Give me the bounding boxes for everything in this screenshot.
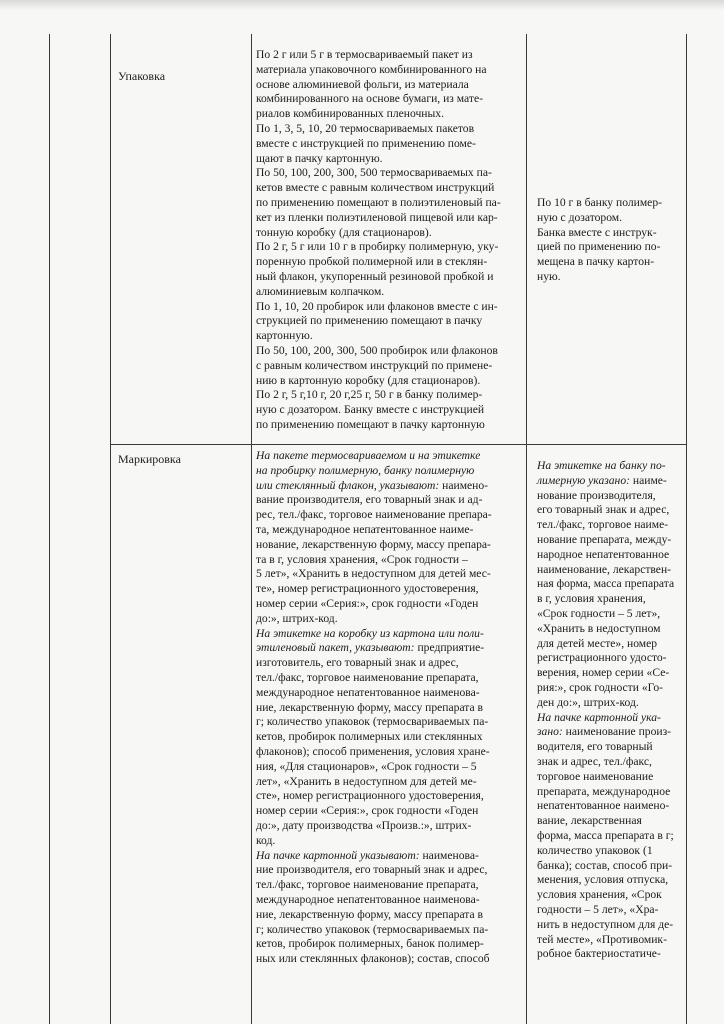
text-line: [537, 785, 683, 800]
body-text: код.: [256, 833, 276, 847]
packaging-description: [256, 48, 524, 433]
body-text: годности – 5 лет», «Хра-: [537, 902, 659, 916]
text-line: [256, 686, 524, 701]
text-line: по применению помещают в полиэтиленовый па-: [256, 195, 501, 209]
text-line: поренную пробкой полимерной или в стеклян-: [256, 255, 488, 269]
body-text: нить в недоступном для де-: [537, 917, 674, 931]
body-text: ния, «Для стационаров», «Срок годности – 5: [256, 759, 477, 773]
italic-heading-text: На пакете термосвариваемом и на этикетке: [256, 449, 481, 462]
body-text: ние производителя, его товарный знак и адрес,: [256, 863, 488, 877]
body-text: сте», номер регистрационного удостоверения,: [256, 789, 484, 803]
text-line: струкцией по применению помещают в пачку: [256, 314, 483, 328]
text-line: [256, 671, 524, 686]
italic-heading-text: На этикетке на коробку из картона или поли-: [256, 626, 484, 640]
text-line: [537, 489, 683, 504]
text-line: [537, 607, 683, 622]
italic-heading-text: на пробирку полимерную, банку полимерную: [256, 463, 475, 477]
text-line: вместе с инструкцией по применению поме-: [256, 136, 476, 150]
text-line: По 50, 100, 200, 300, 500 пробирок или флаконов: [256, 343, 498, 357]
text-line: [256, 730, 524, 745]
text-line: тонную коробку (для стационаров).: [256, 225, 432, 239]
body-text: наимено-: [439, 478, 489, 492]
text-line: По 2 г, 5 г,10 г, 20 г,25 г, 50 г в банку полимер-: [256, 388, 483, 402]
text-line: по применению помещают в пачку картонную: [256, 417, 485, 431]
text-line: [256, 760, 524, 775]
text-line: картонную.: [256, 329, 313, 343]
text-line: кетов вместе с равным количеством инструкций: [256, 181, 495, 195]
text-line: [256, 863, 524, 878]
text-line: [537, 696, 683, 711]
body-text: менения, условия отпуска,: [537, 873, 669, 887]
text-line: [537, 563, 683, 578]
text-line: [256, 893, 524, 908]
text-line: алюминиевым колпачком.: [256, 284, 385, 298]
italic-heading-text: лимерную указано:: [537, 473, 630, 487]
body-text: «Срок годности – 5 лет»,: [537, 606, 661, 620]
body-text: наименова-: [419, 848, 479, 862]
body-text: для детей месте», номер: [537, 636, 658, 650]
body-text: форма, масса препарата в г;: [537, 828, 674, 842]
text-line: [537, 844, 683, 859]
labeling-description: [256, 449, 524, 967]
text-line: [256, 523, 524, 538]
text-line: [537, 503, 683, 518]
body-text: тел./факс, торговое наименование препарата,: [256, 878, 479, 892]
text-line: [256, 479, 524, 494]
text-line: [256, 937, 524, 952]
text-line: [537, 903, 683, 918]
text-line: [537, 622, 683, 637]
row-label-markirovka: Маркировка: [118, 452, 181, 466]
italic-heading-text: или стеклянный флакон, указывают:: [256, 478, 440, 492]
body-text: нование препарата, между-: [537, 532, 672, 546]
table-border-right: [686, 34, 687, 1024]
body-text: номер серии «Серия:», срок годности «Годен: [256, 804, 479, 818]
text-line: [537, 770, 683, 785]
text-line: цией по применению по-: [537, 240, 661, 254]
text-line: [256, 567, 524, 582]
body-text: «Хранить в недоступном: [537, 621, 661, 635]
body-text: те», номер регистрационного удостоверения,: [256, 582, 479, 596]
body-text: тел./факс, торговое наименование препарата,: [256, 670, 479, 684]
body-text: его товарный знак и адрес,: [537, 503, 670, 517]
body-text: наиме-: [629, 473, 667, 487]
text-line: [256, 508, 524, 523]
text-line: [256, 952, 524, 967]
body-text: условия хранения, «Срок: [537, 888, 662, 902]
text-line: [256, 789, 524, 804]
text-line: По 2 г или 5 г в термосвариваемый пакет из: [256, 48, 473, 61]
body-text: до:», штрих-код.: [256, 611, 338, 625]
body-text: верения, номер серии «Се-: [537, 666, 670, 680]
text-line: [256, 923, 524, 938]
body-text: та, международное непатентованное наиме-: [256, 522, 474, 536]
text-line: [537, 666, 683, 681]
text-line: [537, 592, 683, 607]
text-line: [256, 612, 524, 627]
text-line: щают в пачку картонную.: [256, 151, 383, 165]
body-text: кетов, пробирок полимерных, банок полимер-: [256, 937, 484, 951]
body-text: нование, лекарственную форму, массу препара-: [256, 537, 491, 551]
body-text: номер серии «Серия:», срок годности «Годен: [256, 596, 479, 610]
text-line: [537, 888, 683, 903]
text-line: [256, 715, 524, 730]
body-text: вание производителя, его товарный знак и ад-: [256, 493, 483, 507]
body-text: народное непатентованное: [537, 547, 670, 561]
body-text: тел./факс, торговое наиме-: [537, 518, 669, 532]
text-line: [537, 829, 683, 844]
text-line: [537, 933, 683, 948]
text-line: [256, 464, 524, 479]
text-line: [537, 740, 683, 755]
table-divider-col3: [526, 34, 527, 1024]
text-line: [537, 637, 683, 652]
text-line: ный флакон, укупоренный резиновой пробкой и: [256, 269, 494, 283]
text-line: [256, 878, 524, 893]
body-text: флаконов); способ применения, условия хране-: [256, 744, 490, 758]
text-line: [256, 553, 524, 568]
body-text: препарата, международное: [537, 784, 671, 798]
labeling-alt-description: [537, 459, 683, 962]
body-text: г; количество упаковок (термосвариваемых па-: [256, 922, 489, 936]
text-line: [537, 859, 683, 874]
body-text: рия:», срок годности «Го-: [537, 680, 663, 694]
body-text: до:», дату производства «Произв.:», штрих-: [256, 818, 472, 832]
body-text: 5 лет», «Хранить в недоступном для детей мес-: [256, 567, 491, 581]
text-line: [256, 627, 524, 642]
body-text: вание, лекарственная: [537, 814, 642, 828]
body-text: г; количество упаковок (термосвариваемых па-: [256, 715, 489, 729]
text-line: [537, 681, 683, 696]
text-line: [537, 755, 683, 770]
table-divider-col1: [110, 34, 111, 1024]
row-label-upakovka: Упаковка: [118, 69, 166, 83]
text-line: [537, 873, 683, 888]
table-border-left: [49, 34, 50, 1024]
body-text: изготовитель, его товарный знак и адрес,: [256, 656, 459, 670]
table-row-divider: [110, 444, 687, 445]
text-line: материала упаковочного комбинированного на: [256, 62, 487, 76]
italic-heading-text: этиленовый пакет, указывают:: [256, 641, 415, 655]
text-line: [537, 533, 683, 548]
text-line: Банка вместе с инструк-: [537, 225, 657, 239]
text-line: [537, 474, 683, 489]
body-text: количество упаковок (1: [537, 843, 653, 857]
body-text: международное непатентованное наименова-: [256, 685, 480, 699]
text-line: [537, 918, 683, 933]
text-line: мещена в пачку картон-: [537, 255, 655, 269]
text-line: риалов комбинированных пленочных.: [256, 107, 444, 121]
text-line: [256, 804, 524, 819]
body-text: в г, условия хранения,: [537, 592, 646, 606]
text-line: [256, 493, 524, 508]
text-line: основе алюминиевой фольги, из материала: [256, 77, 469, 91]
text-line: [537, 725, 683, 740]
text-line: [537, 548, 683, 563]
text-line: [256, 745, 524, 760]
body-text: та в г, условия хранения, «Срок годности –: [256, 552, 468, 566]
text-line: По 1, 10, 20 пробирок или флаконов вместе с ин-: [256, 299, 498, 313]
text-line: [256, 908, 524, 923]
body-text: ная форма, масса препарата: [537, 577, 675, 591]
body-text: торговое наименование: [537, 769, 654, 783]
body-text: международное непатентованное наименова-: [256, 892, 480, 906]
body-text: регистрационного удосто-: [537, 651, 667, 665]
text-line: [256, 641, 524, 656]
text-line: [537, 711, 683, 726]
body-text: банка); состав, способ при-: [537, 858, 673, 872]
text-line: [537, 651, 683, 666]
body-text: ден до:», штрих-код.: [537, 695, 639, 709]
text-line: [256, 701, 524, 716]
text-line: нию в картонную коробку (для стационаров).: [256, 373, 481, 387]
text-line: [537, 459, 683, 474]
body-text: ние, лекарственную форму, массу препарата в: [256, 907, 484, 921]
text-line: [256, 538, 524, 553]
text-line: [537, 799, 683, 814]
text-line: По 2 г, 5 г или 10 г в пробирку полимерную, уку-: [256, 240, 499, 254]
text-line: [256, 656, 524, 671]
body-text: ных или стеклянных флаконов); состав, способ: [256, 952, 490, 966]
text-line: [537, 577, 683, 592]
body-text: нование производителя,: [537, 488, 656, 502]
text-line: ную с дозатором.: [537, 210, 623, 224]
italic-heading-text: На этикетке на банку по-: [537, 459, 666, 472]
body-text: ние, лекарственную форму, массу препарата в: [256, 700, 484, 714]
text-line: [537, 947, 683, 962]
text-line: [537, 814, 683, 829]
text-line: По 50, 100, 200, 300, 500 термосвариваемых па-: [256, 166, 492, 180]
packaging-alt-description: [537, 196, 677, 285]
body-text: рес, тел./факс, торговое наименование препара-: [256, 508, 492, 522]
body-text: лет», «Хранить в недоступном для детей ме-: [256, 774, 477, 788]
text-line: [256, 775, 524, 790]
text-line: [256, 849, 524, 864]
text-line: [256, 597, 524, 612]
italic-heading-text: На пачке картонной указывают:: [256, 848, 420, 862]
text-line: [256, 819, 524, 834]
text-line: комбинированного на основе бумаги, из мате-: [256, 92, 483, 106]
body-text: водителя, его товарный: [537, 740, 653, 754]
text-line: [256, 582, 524, 597]
body-text: наименование произ-: [562, 725, 672, 739]
body-text: непатентованное наимено-: [537, 799, 670, 813]
text-line: кет из пленки полиэтиленовой пищевой или кар-: [256, 210, 498, 224]
text-line: По 1, 3, 5, 10, 20 термосвариваемых пакетов: [256, 121, 475, 135]
body-text: предприятие-: [414, 641, 485, 655]
body-text: робное бактериостатиче-: [537, 947, 661, 961]
text-line: По 10 г в банку полимер-: [537, 196, 662, 209]
text-line: [256, 449, 524, 464]
body-text: тей месте», «Противомик-: [537, 932, 667, 946]
table-divider-col2: [251, 34, 252, 1024]
text-line: ную.: [537, 269, 561, 283]
italic-heading-text: зано:: [537, 725, 563, 739]
text-line: [256, 834, 524, 849]
body-text: наименование, лекарствен-: [537, 562, 672, 576]
text-line: ную с дозатором. Банку вместе с инструкцией: [256, 403, 485, 417]
scan-edge: [0, 0, 724, 10]
body-text: кетов, пробирок полимерных или стеклянных: [256, 730, 483, 744]
body-text: знак и адрес, тел./факс,: [537, 754, 652, 768]
italic-heading-text: На пачке картонной ука-: [537, 710, 661, 724]
text-line: [537, 518, 683, 533]
text-line: с равным количеством инструкций по примене-: [256, 358, 493, 372]
